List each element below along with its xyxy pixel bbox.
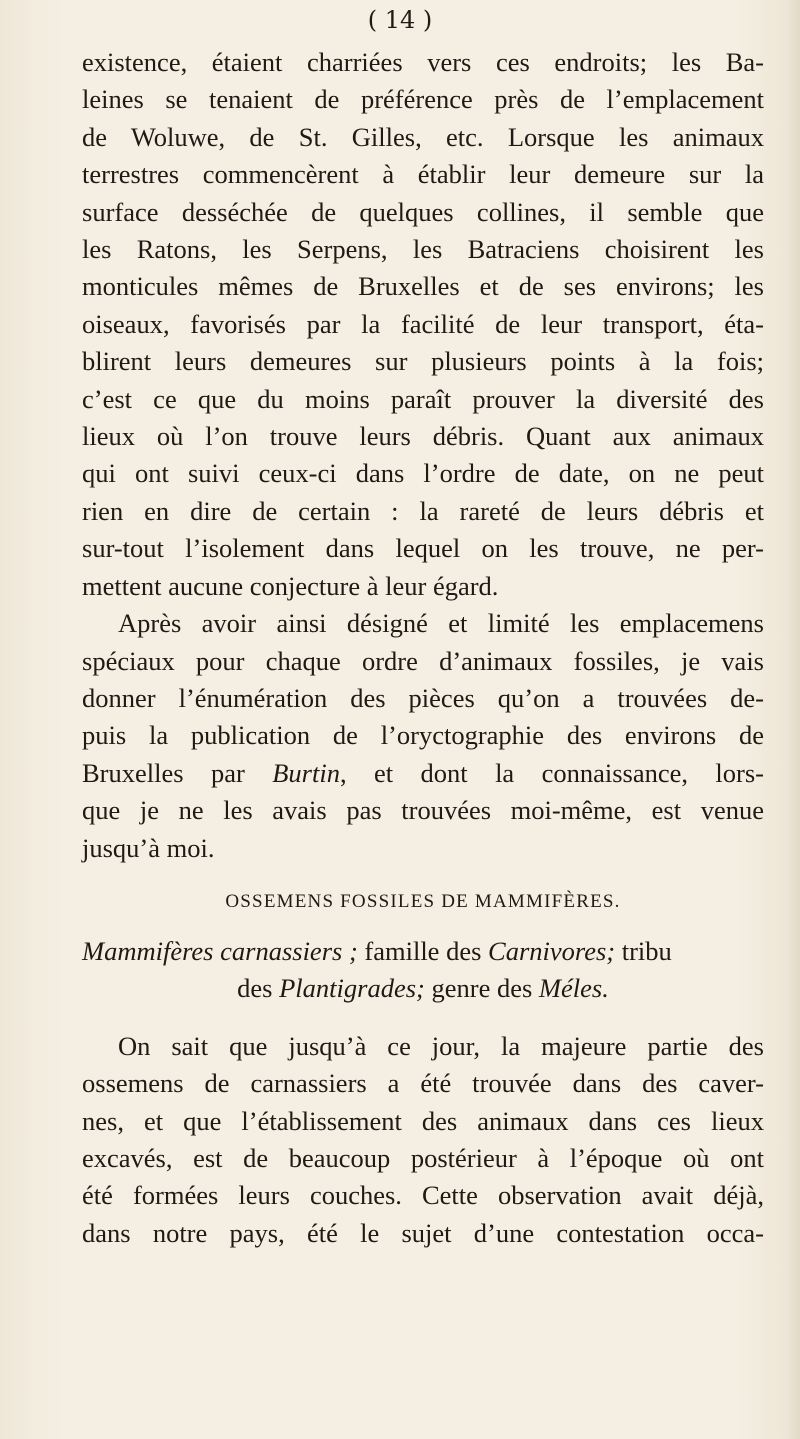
page-number: ( 14 )	[367, 6, 433, 34]
text-line: oiseaux, favorisés par la facilité de leur transport, éta-	[82, 308, 764, 339]
taxon-genus: Méles.	[538, 973, 609, 1004]
text-line: de Woluwe, de St. Gilles, etc. Lorsque les animaux	[82, 121, 764, 152]
taxon-order: Mammifères carnassiers ;	[82, 935, 358, 966]
paragraph-1	[82, 44, 764, 605]
page-body	[82, 44, 764, 1252]
text-line: lieux où l’on trouve leurs débris. Quant aux animaux	[82, 421, 764, 452]
text-line: existence, étaient charriées vers ces endroits; les Ba-	[82, 47, 764, 77]
taxonomy-heading	[82, 933, 764, 1008]
text-line: qui ont suivi ceux-ci dans l’ordre de date, on ne peut	[82, 458, 764, 489]
text-line: jusqu’à moi.	[82, 832, 215, 863]
text-line: nes, et que l’établissement des animaux dans ces lieux	[82, 1105, 764, 1136]
text-line: mettent aucune conjecture à leur égard.	[82, 570, 499, 601]
text-line: spéciaux pour chaque ordre d’animaux fossiles, je vais	[82, 645, 764, 676]
taxon-line-2	[82, 970, 764, 1007]
taxon-label: famille des	[357, 935, 489, 966]
section-title: OSSEMENS FOSSILES DE MAMMIFÈRES.	[225, 890, 621, 912]
text-line: On sait que jusqu’à ce jour, la majeure partie des	[118, 1030, 764, 1061]
text-line: les Ratons, les Serpens, les Batraciens choisirent les	[82, 234, 764, 265]
author-name: Burtin	[272, 757, 340, 788]
taxon-line-1	[82, 933, 764, 970]
text-fragment: Bruxelles par	[82, 757, 273, 788]
text-line: été formées leurs couches. Cette observation avait déjà,	[82, 1180, 764, 1211]
taxon-label: des	[237, 973, 280, 1004]
taxon-label: tribu	[615, 935, 672, 966]
paragraph-2	[82, 605, 764, 867]
paragraph-3	[82, 1028, 764, 1252]
text-line: c’est ce que du moins paraît prouver la diversité des	[82, 383, 764, 414]
text-line: rien en dire de certain : la rareté de leurs débris et	[82, 495, 764, 526]
text-line: terrestres commencèrent à établir leur demeure sur la	[82, 159, 764, 190]
text-line: que je ne les avais pas trouvées moi-même, est venue	[82, 795, 764, 826]
text-line: puis la publication de l’oryctographie des environs de	[82, 720, 764, 751]
text-line: surface desséchée de quelques collines, il semble que	[82, 196, 764, 227]
text-line: ossemens de carnassiers a été trouvée dans des caver-	[82, 1068, 764, 1099]
taxon-family: Carnivores;	[488, 935, 616, 966]
taxon-label: genre des	[424, 973, 539, 1004]
text-line: donner l’énumération des pièces qu’on a trouvées de-	[82, 682, 764, 713]
text-line: dans notre pays, été le sujet d’une contestation occa-	[82, 1217, 764, 1248]
text-line-with-author	[82, 755, 764, 792]
taxon-tribe: Plantigrades;	[279, 973, 425, 1004]
text-line: Après avoir ainsi désigné et limité les emplacemens	[118, 608, 764, 639]
text-fragment: , et dont la connaissance, lors-	[339, 757, 765, 788]
page-edge-shadow	[786, 0, 800, 1439]
text-line: monticules mêmes de Bruxelles et de ses environs; les	[82, 271, 764, 302]
text-line: leines se tenaient de préférence près de l’emplacement	[82, 84, 764, 115]
text-line: excavés, est de beaucoup postérieur à l’époque où ont	[82, 1142, 764, 1173]
text-line: blirent leurs demeures sur plusieurs points à la fois;	[82, 346, 764, 377]
text-line: sur-tout l’isolement dans lequel on les trouve, ne per-	[82, 533, 764, 564]
